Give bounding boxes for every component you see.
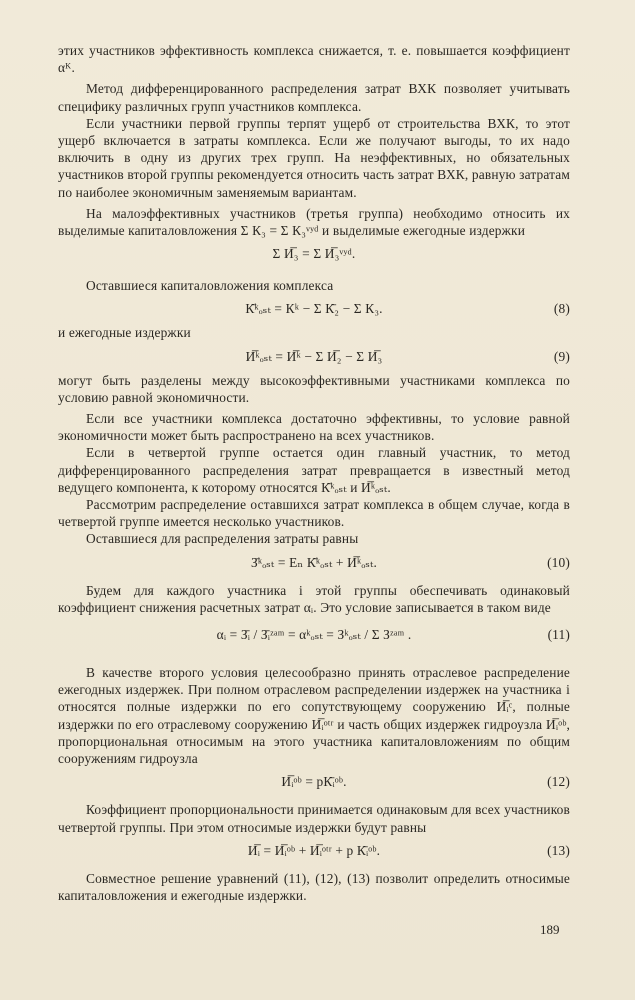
equation-formula: И̅ᵏₒₛₜ = И̅ᵏ − Σ И̅₂ − Σ И̅₃ xyxy=(245,348,383,364)
equation-formula: И̅ᵢ = И̅ᵢᵒᵇ + И̅ᵢᵒᵗʳ + p К̄ᵢᵒᵇ. xyxy=(247,842,381,858)
equation-formula: З̄ᵏₒₛₜ = Eₙ К̄ᵏₒₛₜ + И̅ᵏₒₛₜ. xyxy=(251,554,377,570)
paragraph: Если в четвертой группе остается один главный участник, то метод дифференцированного распределения затрат превращается в известный метод ведущего компонента, к которому относятся К̄ᵏₒₛₜ и И̅ᵏₒₛₜ. xyxy=(58,445,570,495)
paragraph: Если участники первой группы терпят ущерб от строительства ВХК, то этот ущерб включается в затраты комплекса. Если же получают выгоды, то их надо включить в одну из других трех групп. На неэффективных, но обязательных участников второй группы рекомендуется относить часть затрат ВХК, равную затратам по наиболее экономичным заменяемым вариантам. xyxy=(58,115,570,200)
paragraph: Если все участники комплекса достаточно эффективны, то условие равной экономичности может быть распространено на всех участников. xyxy=(58,411,570,444)
paragraph: Оставшиеся для распределения затраты равны xyxy=(86,531,359,547)
equation-number: (13) xyxy=(547,842,570,858)
paragraph: этих участников эффективность комплекса снижается, т. е. повышается коэффициент αᴷ. xyxy=(58,43,570,76)
page-number: 189 xyxy=(540,922,560,937)
equation-formula: Σ И̅₃ = Σ И̅₃ᵛʸᵈ. xyxy=(272,246,356,262)
paragraph: Будем для каждого участника i этой группы обеспечивать одинаковый коэффициент снижения расчетных затрат αᵢ. Это условие записывается в таком виде xyxy=(58,582,570,615)
paragraph: Совместное решение уравнений (11), (12), (13) позволит определить относимые капиталовложения и ежегодные издержки. xyxy=(58,870,570,903)
paragraph: Оставшиеся капиталовложения комплекса xyxy=(86,278,334,294)
paragraph: могут быть разделены между высокоэффективными участниками комплекса по условию равной экономичности. xyxy=(58,372,570,405)
equation-number: (8) xyxy=(553,301,570,317)
equation xyxy=(58,239,570,269)
equation-number: (11) xyxy=(547,627,570,643)
paragraph: Метод дифференцированного распределения затрат ВХК позволяет учитывать специфику различных групп участников комплекса. xyxy=(58,81,570,114)
paragraph: и ежегодные издержки xyxy=(58,325,191,341)
equation xyxy=(58,294,570,324)
equation-formula: И̅ᵢᵒᵇ = pК̄ᵢᵒᵇ. xyxy=(281,774,347,790)
equation-number: (12) xyxy=(547,774,570,790)
body-text xyxy=(58,42,570,904)
equation xyxy=(58,836,570,866)
equation xyxy=(58,767,570,797)
equation-number: (10) xyxy=(547,554,570,570)
paragraph: Рассмотрим распределение оставшихся затрат комплекса в общем случае, когда в четвертой группе имеется несколько участников. xyxy=(58,497,570,530)
paragraph: Коэффициент пропорциональности принимается одинаковым для всех участников четвертой группы. При этом относимые издержки будут равны xyxy=(58,802,570,835)
equation-formula: αᵢ = З̄ᵢ / З̄ᵢᶻᵃᵐ = αᵏₒₛₜ = Зᵏₒₛₜ / Σ Зᶻᵃᵐ . xyxy=(216,627,412,643)
equation-number: (9) xyxy=(553,348,570,364)
equation xyxy=(58,548,570,578)
paragraph: В качестве второго условия целесообразно принять отраслевое распределение ежегодных издержек. При полном отраслевом распределении издержек на участника i относятся полные издержки по его сопутствующему сооружению И̅ᵢᶜ, полные издержки по его отраслевому сооружению И̅ᵢᵒᵗʳ и часть общих издержек гидроузла И̅ᵢᵒᵇ, пропорциональная относимым на этого участника капиталовложениям по общим сооружениям гидроузла xyxy=(58,665,570,767)
equation xyxy=(58,616,570,656)
equation xyxy=(58,342,570,372)
paragraph: На малоэффективных участников (третья группа) необходимо относить их выделимые капиталовложения Σ К₃ = Σ К₃ᵛʸᵈ и выделимые ежегодные издержки xyxy=(58,205,570,239)
equation-formula: К̄ᵏₒₛₜ = Кᵏ − Σ К̄₂ − Σ К₃. xyxy=(245,301,383,317)
